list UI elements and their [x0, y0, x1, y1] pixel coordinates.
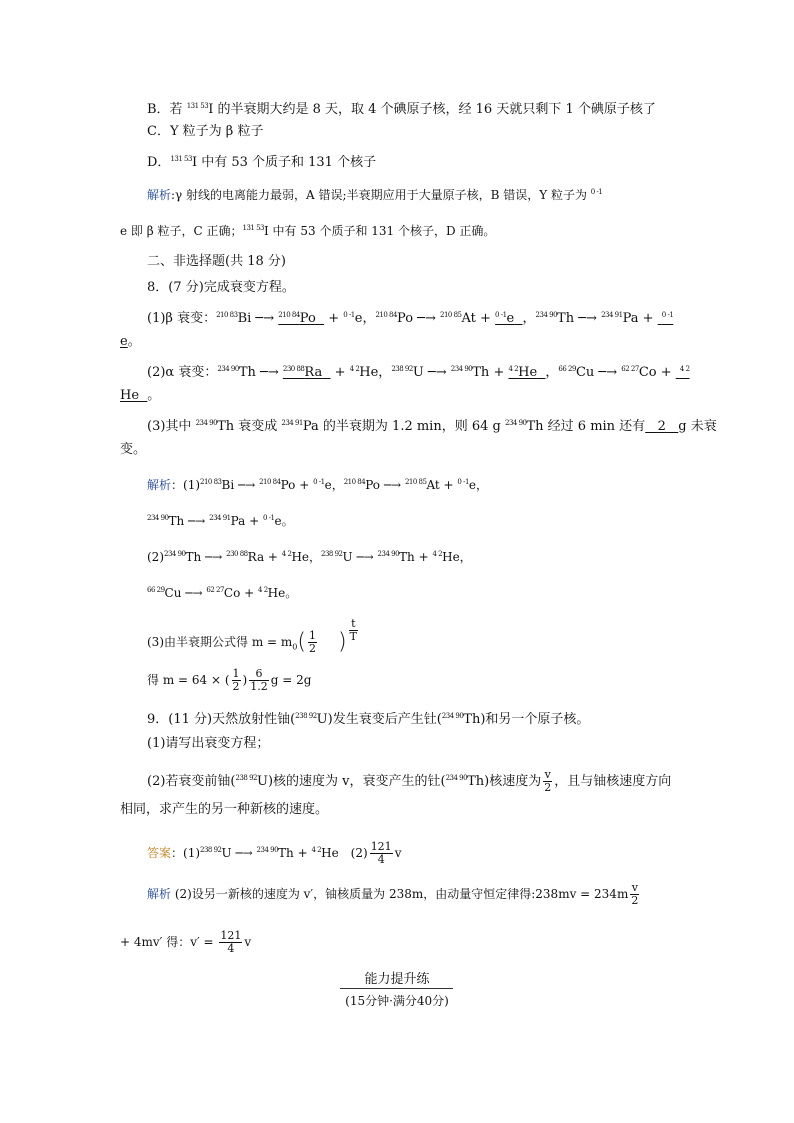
analysis-2-line-4: $^{66 29}$Cu ─→ $^{62 27}$Co + $^{4 2}$He。 [147, 586, 298, 600]
answer-label: 答案 [147, 846, 172, 860]
question-9-part-2-cont: 相同，求产生的另一种新核的速度。 [120, 802, 329, 817]
analysis-label: 解析 [147, 478, 172, 492]
blank-answer: $^{4 2}$He [508, 365, 538, 380]
fraction: $\frac{1}{2}$ [232, 667, 240, 693]
analysis-3: 解析 (2)设另一新核的速度为 v′，铀核质量为 238m，由动量守恒定律得:238mv = 234m $\frac{v}{2}$ [147, 881, 639, 907]
fraction: $\frac{v}{2}$ [544, 768, 552, 794]
section-title: 能力提升练 [364, 972, 430, 987]
fraction: $\frac{v}{2}$ [631, 881, 639, 907]
blank-answer: $^{230 88}$Ra [282, 365, 323, 380]
question-8: 8．(7 分)完成衰变方程。 [147, 280, 295, 295]
section-heading: 二、非选择题(共 18 分) [147, 254, 286, 269]
option-b: B．若 $^{131 53}$I 的半衰期大约是 8 天，取 4 个碘原子核，经 16 天就只剩下 1 个碘原子核了 [147, 102, 656, 117]
blank-answer: 2 [657, 419, 666, 434]
analysis-label: 解析 [147, 887, 172, 901]
blank-answer: $^{0 -1}$e [495, 311, 515, 326]
question-8-part-3: (3)其中 $^{234 90}$Th 衰变成 $^{234 91}$Pa 的半衰期为 1.2 min，则 64 g $^{234 90}$Th 经过 6 min 还有 2 g 未衰 [147, 413, 717, 437]
answer: 答案：$(1)^{238 92}U$ ─→ $^{234 90}$Th + $^{4 2}$He (2) $\frac{121}{4}$ v [147, 840, 402, 866]
analysis-2: 解析：$(1)^{210 83}Bi$ ─→ $^{210 84}$Po + $^{0 -1}$e，$^{210 84}$Po ─→ $^{210 85}$At + $^{0 -1}$e， [147, 478, 489, 492]
question-9: 9．(11 分)天然放射性铀($^{238 92}$U)发生衰变后产生钍($^{234 90}$Th)和另一个原子核。 [147, 712, 590, 727]
blank-answer: 4 2 [679, 365, 690, 373]
analysis-2-line-3: $(2)^{234 90}Th$ ─→ $^{230 88}$Ra + $^{4 2}$He，$^{238 92}$U ─→ $^{234 90}$Th + $^{4 2}$He， [147, 550, 472, 564]
blank-answer: $^{210 84}$Po [278, 311, 316, 326]
blank-answer: 0 -1 [661, 311, 674, 319]
analysis-2-line-2: $^{234 90}$Th ─→ $^{234 91}$Pa + $^{0 -1}$e。 [147, 514, 294, 528]
analysis-2-line-5: (3)由半衰期公式得 $m = m_0$( $\frac{1}{2}$ ) $\frac{t}{T}$ [147, 617, 357, 655]
question-9-part-2: (2)若衰变前铀($^{238 92}$U)核的速度为 v，衰变产生的钍($^{234 90}$Th)核速度为 $\frac{v}{2}$ ，且与铀核速度方向 [147, 768, 672, 794]
section-subtitle: (15分钟·满分40分) [345, 994, 449, 1008]
option-d: D．$^{131 53}$I 中有 53 个质子和 131 个核子 [147, 155, 377, 170]
question-8-part-1: (1)β 衰变：$^{210 83}$Bi ─→ $^{210 84}$Po + $^{0 -1}$e，$^{210 84}$Po ─→ $^{210 85}$At + $^{0 -1}$e ，$^{234 90}$Th ─→ $^{234 91}$Pa + $^{0 -1}$ [147, 305, 673, 329]
blank-answer: He [120, 388, 140, 403]
option-c: C．Y 粒子为 β 粒子 [147, 124, 264, 139]
analysis-2-line-6: 得 m = 64 × ( $\frac{1}{2}$ ) $\frac{6}{1.2}$ g = 2g [147, 667, 312, 693]
section-divider [340, 988, 453, 989]
fraction: $\frac{121}{4}$ [220, 929, 242, 955]
analysis-1-cont: e 即 β 粒子，C 正确；$^{131 53}$I 中有 53 个质子和 131 个核子，D 正确。 [120, 224, 496, 238]
fraction: $\frac{1}{2}$ [308, 629, 316, 655]
fraction: $\frac{121}{4}$ [370, 840, 392, 866]
fraction-exponent: $\frac{6}{1.2}$ [250, 667, 268, 693]
question-8-part-2-cont: He 。 [120, 386, 160, 406]
question-9-part-1: (1)请写出衰变方程； [147, 736, 270, 751]
analysis-label: 解析 [147, 188, 172, 202]
analysis-3-cont: + 4mv′ 得：v′ = $\frac{121}{4}$ v [120, 929, 252, 955]
analysis-1: 解析:γ 射线的电离能力最弱，A 错误;半衰期应用于大量原子核，B 错误，Y 粒子为 $^{0 -1}$ [147, 188, 603, 202]
question-8-part-3-cont: 变。 [120, 442, 147, 457]
question-8-part-1-cont: e。 [120, 332, 141, 352]
question-8-part-2: (2)α 衰变：$^{234 90}$Th ─→ $^{230 88}$Ra + $^{4 2}$He，$^{238 92}$U ─→ $^{234 90}$Th + $^{4 2}$He ，$^{66 29}$Cu ─→ $^{62 27}$Co + $^{4 2}$ [147, 359, 690, 383]
blank-answer: e [120, 334, 128, 349]
fraction-exponent: $\frac{t}{T}$ [349, 617, 357, 643]
